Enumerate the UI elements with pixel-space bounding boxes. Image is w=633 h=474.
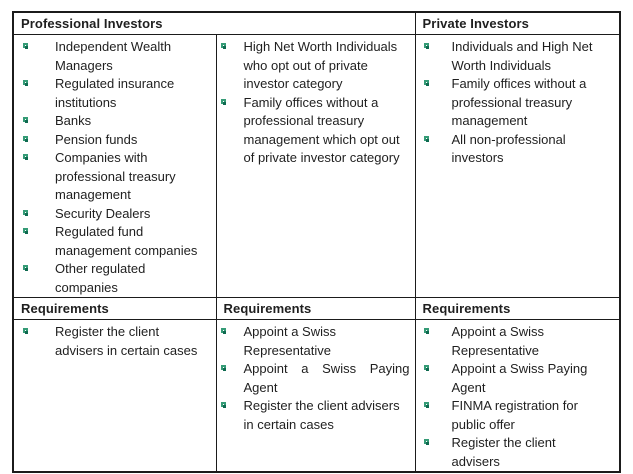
- list-item: [14, 131, 216, 150]
- list-item-text: Regulated fund management companies: [55, 224, 198, 258]
- list-item: [416, 397, 620, 434]
- professional-requirements-cell-1: [13, 320, 216, 473]
- list-item-text: Register the client advisers in certain cases: [243, 398, 400, 432]
- list-item-text: Appoint a Swiss Representative: [451, 324, 545, 358]
- square-bullet-icon: [424, 328, 429, 333]
- list-item: [14, 149, 216, 205]
- list-item-text: Pension funds: [55, 131, 138, 147]
- requirements-header-professional-1: [13, 298, 216, 320]
- list-item: [14, 38, 216, 75]
- list-item: [217, 360, 415, 397]
- requirements-title: Requirements: [422, 301, 511, 316]
- investor-category-table: [12, 11, 621, 473]
- square-bullet-icon: [424, 136, 429, 141]
- professional-investors-header: [13, 12, 415, 35]
- square-bullet-icon: [23, 117, 28, 122]
- list-item-text: Family offices without a professional treasury management which opt out of private investor category: [243, 94, 400, 165]
- professional-investors-title: Professional Investors: [21, 16, 163, 31]
- list-item: [14, 75, 216, 112]
- list-item-text: Other regulated companies: [55, 261, 146, 295]
- list-item-text: All non-professional investors: [451, 131, 566, 165]
- square-bullet-icon: [424, 365, 429, 370]
- square-bullet-icon: [424, 402, 429, 407]
- list-item-text: Appoint a Swiss Paying Agent: [451, 361, 588, 395]
- square-bullet-icon: [424, 43, 429, 48]
- list-item: [416, 131, 620, 168]
- list-item-text: Companies with professional treasury management: [55, 150, 176, 202]
- list-item-text: Individuals and High Net Worth Individuals: [451, 39, 593, 73]
- square-bullet-icon: [221, 402, 226, 407]
- list-item: [14, 223, 216, 260]
- list-item: [217, 38, 415, 94]
- private-investors-title: Private Investors: [422, 16, 529, 31]
- square-bullet-icon: [23, 154, 28, 159]
- square-bullet-icon: [221, 365, 226, 370]
- list-item: [14, 323, 216, 360]
- list-item-text: Regulated insurance institutions: [55, 76, 175, 110]
- professional-requirements-cell-2: [216, 320, 415, 473]
- square-bullet-icon: [23, 328, 28, 333]
- private-investors-header: [415, 12, 620, 35]
- list-item-text: High Net Worth Individuals who opt out of private investor category: [243, 39, 398, 91]
- requirements-header-professional-2: [216, 298, 415, 320]
- square-bullet-icon: [23, 80, 28, 85]
- list-item: [416, 323, 620, 360]
- requirements-title: Requirements: [21, 301, 109, 316]
- list-item: [416, 360, 620, 397]
- list-item-text: Appoint a Swiss Representative: [243, 324, 336, 358]
- list-item: [416, 75, 620, 131]
- list-item-text: Security Dealers: [55, 205, 151, 221]
- list-item-text: FINMA registration for public offer: [451, 398, 578, 432]
- requirements-title: Requirements: [223, 301, 312, 316]
- list-item-text: Family offices without a professional treasury management: [451, 76, 587, 128]
- square-bullet-icon: [221, 43, 226, 48]
- list-item: [416, 434, 620, 471]
- square-bullet-icon: [23, 210, 28, 215]
- professional-list-cell-1: [13, 35, 216, 298]
- list-item: [14, 205, 216, 224]
- list-item-text: Register the client advisers: [451, 435, 556, 469]
- square-bullet-icon: [424, 439, 429, 444]
- list-item: [217, 323, 415, 360]
- list-item: [217, 94, 415, 168]
- square-bullet-icon: [23, 228, 28, 233]
- list-item-text: Independent Wealth Managers: [55, 39, 172, 73]
- square-bullet-icon: [424, 80, 429, 85]
- square-bullet-icon: [221, 328, 226, 333]
- square-bullet-icon: [23, 43, 28, 48]
- requirements-header-private: [415, 298, 620, 320]
- list-item: [416, 38, 620, 75]
- list-item: [217, 397, 415, 434]
- list-item-text: Register the client advisers in certain cases: [55, 324, 198, 358]
- private-requirements-cell: [415, 320, 620, 473]
- private-list-cell: [415, 35, 620, 298]
- list-item: [14, 112, 216, 131]
- list-item: [14, 260, 216, 297]
- square-bullet-icon: [221, 99, 226, 104]
- square-bullet-icon: [23, 136, 28, 141]
- list-item-text: Appoint a Swiss Paying Agent: [243, 361, 410, 395]
- list-item-text: Banks: [55, 113, 92, 128]
- professional-list-cell-2: [216, 35, 415, 298]
- square-bullet-icon: [23, 265, 28, 270]
